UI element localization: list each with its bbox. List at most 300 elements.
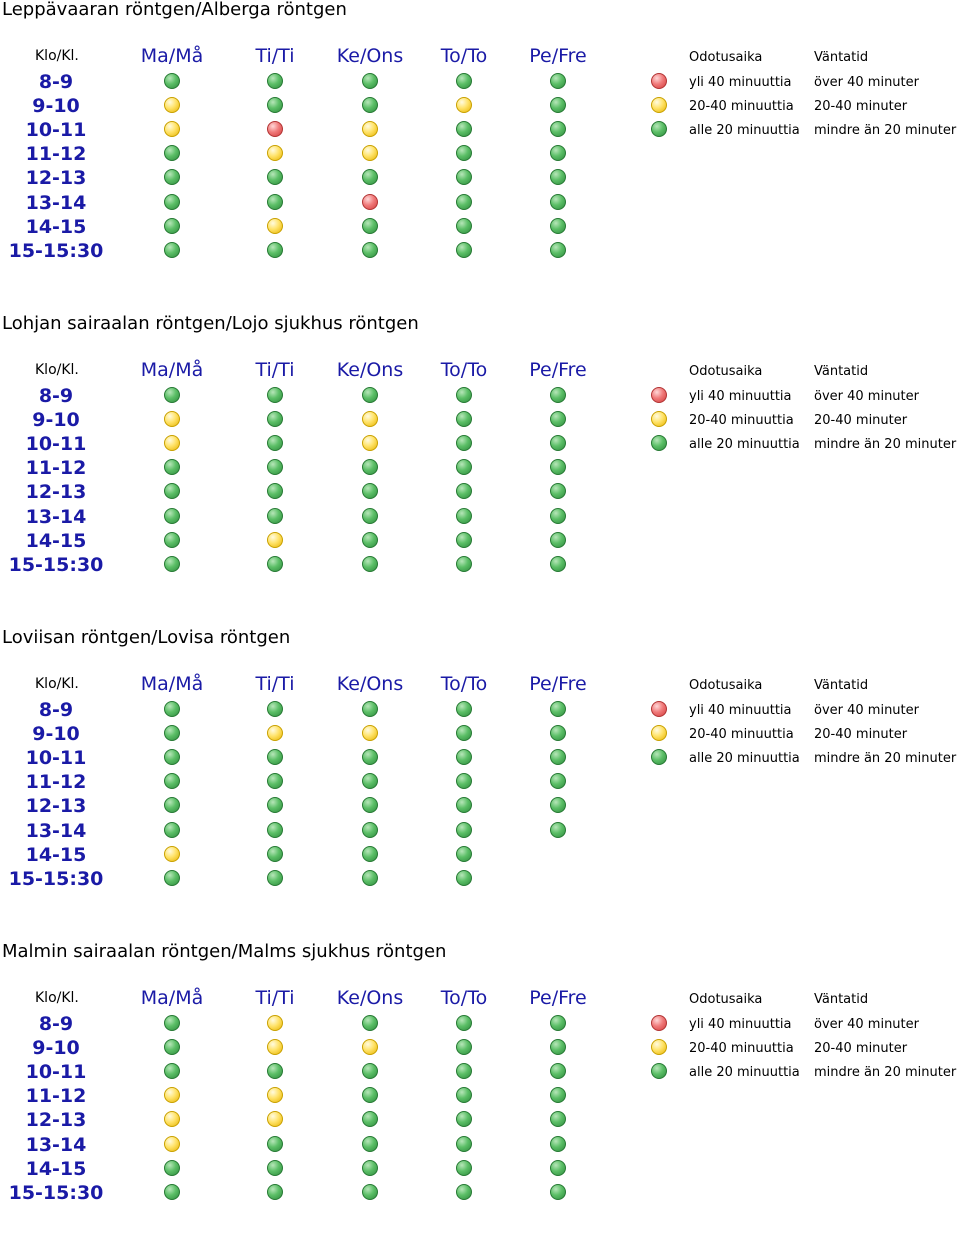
day-header: Ma/Må <box>140 673 204 695</box>
status-green-icon <box>362 1087 378 1103</box>
legend-row <box>648 433 960 457</box>
time-row <box>0 215 600 239</box>
status-green-icon <box>362 556 378 572</box>
legend-label-sv: 20-40 minuter <box>814 1041 908 1056</box>
time-row <box>0 553 600 577</box>
legend-label-fi: 20-40 minuuttia <box>689 727 794 742</box>
legend-label-fi: alle 20 minuuttia <box>689 437 800 452</box>
status-green-icon <box>550 242 566 258</box>
time-slot-label: 9-10 <box>32 723 80 746</box>
day-header: Pe/Fre <box>529 359 587 381</box>
day-header: Ti/Ti <box>255 673 295 695</box>
status-green-icon <box>164 797 180 813</box>
status-yellow-icon <box>267 1087 283 1103</box>
time-row <box>0 70 600 94</box>
status-green-icon <box>550 411 566 427</box>
status-yellow-icon <box>164 1087 180 1103</box>
time-row <box>0 94 600 118</box>
status-green-icon <box>164 725 180 741</box>
legend-heading-fi: Odotusaika <box>689 50 763 65</box>
day-header: To/To <box>440 359 488 381</box>
status-green-icon <box>550 483 566 499</box>
legend-label-fi: alle 20 minuuttia <box>689 123 800 138</box>
status-green-icon <box>164 169 180 185</box>
time-row <box>0 1060 600 1084</box>
status-green-icon <box>456 459 472 475</box>
status-green-icon <box>164 483 180 499</box>
status-yellow-icon <box>456 97 472 113</box>
time-row <box>0 1012 600 1036</box>
time-slot-label: 9-10 <box>32 409 80 432</box>
status-green-icon <box>456 242 472 258</box>
legend-label-sv: mindre än 20 minuter <box>814 751 957 766</box>
status-yellow-icon <box>362 121 378 137</box>
status-green-icon <box>456 508 472 524</box>
time-row <box>0 819 600 843</box>
status-green-icon <box>362 1184 378 1200</box>
clinic-section <box>0 942 960 1242</box>
status-green-icon <box>267 435 283 451</box>
time-slot-label: 14-15 <box>25 215 87 238</box>
legend-green-icon <box>651 435 667 451</box>
status-green-icon <box>550 725 566 741</box>
day-header: Ma/Må <box>140 45 204 67</box>
status-green-icon <box>362 1136 378 1152</box>
status-yellow-icon <box>267 725 283 741</box>
time-row <box>0 384 600 408</box>
time-column-header: Klo/Kl. <box>35 676 79 692</box>
status-green-icon <box>456 532 472 548</box>
time-row <box>0 794 600 818</box>
time-slot-label: 10-11 <box>25 747 87 770</box>
status-yellow-icon <box>267 1015 283 1031</box>
status-green-icon <box>550 797 566 813</box>
status-green-icon <box>550 97 566 113</box>
status-green-icon <box>362 870 378 886</box>
legend-label-fi: 20-40 minuuttia <box>689 99 794 114</box>
clinic-section <box>0 628 960 928</box>
day-header: Ke/Ons <box>336 45 404 67</box>
legend-yellow-icon <box>651 725 667 741</box>
status-green-icon <box>550 459 566 475</box>
legend-label-sv: mindre än 20 minuter <box>814 123 957 138</box>
status-green-icon <box>164 1160 180 1176</box>
status-green-icon <box>164 749 180 765</box>
status-green-icon <box>164 508 180 524</box>
status-green-icon <box>362 508 378 524</box>
time-slot-label: 9-10 <box>32 95 80 118</box>
status-green-icon <box>550 1015 566 1031</box>
legend-label-sv: över 40 minuter <box>814 703 919 718</box>
time-slot-label: 13-14 <box>25 505 87 528</box>
status-green-icon <box>267 556 283 572</box>
time-slot-label: 12-13 <box>25 167 87 190</box>
day-header: To/To <box>440 45 488 67</box>
status-green-icon <box>550 218 566 234</box>
status-green-icon <box>550 435 566 451</box>
status-green-icon <box>550 701 566 717</box>
status-yellow-icon <box>267 532 283 548</box>
status-yellow-icon <box>164 411 180 427</box>
time-slot-label: 14-15 <box>25 529 87 552</box>
legend-row <box>648 699 960 723</box>
time-slot-label: 13-14 <box>25 819 87 842</box>
status-green-icon <box>267 242 283 258</box>
section-title: Loviisan röntgen/Lovisa röntgen <box>2 627 291 648</box>
status-green-icon <box>550 387 566 403</box>
time-slot-label: 11-12 <box>25 143 87 166</box>
status-red-icon <box>362 194 378 210</box>
legend-row <box>648 385 960 409</box>
legend-green-icon <box>651 749 667 765</box>
time-row <box>0 1084 600 1108</box>
status-green-icon <box>362 532 378 548</box>
section-title: Leppävaaran röntgen/Alberga röntgen <box>2 0 347 20</box>
status-yellow-icon <box>267 145 283 161</box>
status-green-icon <box>456 1160 472 1176</box>
status-green-icon <box>164 387 180 403</box>
legend-row <box>648 1061 960 1085</box>
day-header: Ti/Ti <box>255 45 295 67</box>
day-header: Pe/Fre <box>529 673 587 695</box>
legend-heading-fi: Odotusaika <box>689 992 763 1007</box>
time-row <box>0 698 600 722</box>
time-column-header: Klo/Kl. <box>35 990 79 1006</box>
status-green-icon <box>456 1184 472 1200</box>
day-header: Ma/Må <box>140 987 204 1009</box>
status-green-icon <box>164 773 180 789</box>
status-green-icon <box>456 1087 472 1103</box>
time-row <box>0 480 600 504</box>
status-green-icon <box>164 1015 180 1031</box>
status-green-icon <box>164 1063 180 1079</box>
legend-label-fi: 20-40 minuuttia <box>689 413 794 428</box>
status-green-icon <box>456 411 472 427</box>
status-green-icon <box>456 846 472 862</box>
legend-yellow-icon <box>651 1039 667 1055</box>
section-title: Lohjan sairaalan röntgen/Lojo sjukhus röntgen <box>2 313 419 334</box>
status-green-icon <box>267 870 283 886</box>
status-green-icon <box>362 218 378 234</box>
time-column-header: Klo/Kl. <box>35 362 79 378</box>
time-row <box>0 867 600 891</box>
time-row <box>0 239 600 263</box>
status-green-icon <box>550 1136 566 1152</box>
time-row <box>0 722 600 746</box>
legend-row <box>648 723 960 747</box>
status-green-icon <box>164 242 180 258</box>
status-green-icon <box>267 1160 283 1176</box>
status-green-icon <box>267 773 283 789</box>
legend-heading-sv: Väntatid <box>814 992 869 1007</box>
legend-red-icon <box>651 701 667 717</box>
status-green-icon <box>164 556 180 572</box>
day-header: Pe/Fre <box>529 987 587 1009</box>
status-green-icon <box>550 169 566 185</box>
status-green-icon <box>550 532 566 548</box>
status-green-icon <box>267 1136 283 1152</box>
status-green-icon <box>164 459 180 475</box>
status-green-icon <box>456 169 472 185</box>
status-green-icon <box>362 822 378 838</box>
time-slot-label: 8-9 <box>38 1013 74 1035</box>
time-slot-label: 8-9 <box>38 699 74 721</box>
status-yellow-icon <box>164 435 180 451</box>
time-slot-label: 10-11 <box>25 1061 87 1084</box>
time-slot-label: 10-11 <box>25 433 87 456</box>
legend-label-sv: över 40 minuter <box>814 389 919 404</box>
status-yellow-icon <box>164 1111 180 1127</box>
day-header: To/To <box>440 673 488 695</box>
time-row <box>0 456 600 480</box>
legend-heading-sv: Väntatid <box>814 50 869 65</box>
legend-label-sv: över 40 minuter <box>814 1017 919 1032</box>
status-green-icon <box>362 1015 378 1031</box>
legend-row <box>648 1013 960 1037</box>
legend-row <box>648 409 960 433</box>
status-green-icon <box>267 97 283 113</box>
status-green-icon <box>456 870 472 886</box>
status-green-icon <box>267 797 283 813</box>
status-green-icon <box>267 1063 283 1079</box>
status-green-icon <box>362 773 378 789</box>
day-header: Ti/Ti <box>255 987 295 1009</box>
legend-label-sv: 20-40 minuter <box>814 413 908 428</box>
legend-label-fi: yli 40 minuuttia <box>689 75 792 90</box>
status-green-icon <box>267 411 283 427</box>
legend-row <box>648 1037 960 1061</box>
status-green-icon <box>267 701 283 717</box>
time-row <box>0 1133 600 1157</box>
status-green-icon <box>164 218 180 234</box>
status-green-icon <box>456 1063 472 1079</box>
status-green-icon <box>362 387 378 403</box>
time-row <box>0 166 600 190</box>
clinic-section <box>0 314 960 614</box>
status-green-icon <box>456 822 472 838</box>
time-slot-label: 13-14 <box>25 1133 87 1156</box>
status-green-icon <box>550 773 566 789</box>
time-slot-label: 9-10 <box>32 1037 80 1060</box>
status-green-icon <box>550 1160 566 1176</box>
status-yellow-icon <box>362 411 378 427</box>
legend-label-sv: mindre än 20 minuter <box>814 437 957 452</box>
status-green-icon <box>456 1136 472 1152</box>
status-yellow-icon <box>267 1039 283 1055</box>
time-row <box>0 408 600 432</box>
status-green-icon <box>362 846 378 862</box>
legend-row <box>648 71 960 95</box>
status-green-icon <box>550 194 566 210</box>
status-yellow-icon <box>362 435 378 451</box>
status-green-icon <box>456 725 472 741</box>
time-slot-label: 11-12 <box>25 1085 87 1108</box>
status-green-icon <box>550 1063 566 1079</box>
status-green-icon <box>362 459 378 475</box>
time-row <box>0 505 600 529</box>
legend-label-sv: 20-40 minuter <box>814 99 908 114</box>
status-green-icon <box>164 822 180 838</box>
status-green-icon <box>267 387 283 403</box>
time-row <box>0 191 600 215</box>
legend-heading-sv: Väntatid <box>814 364 869 379</box>
status-yellow-icon <box>267 218 283 234</box>
status-green-icon <box>267 169 283 185</box>
legend-label-fi: yli 40 minuuttia <box>689 389 792 404</box>
day-header: Ma/Må <box>140 359 204 381</box>
status-green-icon <box>550 749 566 765</box>
status-green-icon <box>164 1184 180 1200</box>
time-slot-label: 8-9 <box>38 71 74 93</box>
day-header: Ti/Ti <box>255 359 295 381</box>
status-green-icon <box>267 508 283 524</box>
status-yellow-icon <box>164 121 180 137</box>
status-green-icon <box>456 556 472 572</box>
status-green-icon <box>456 1039 472 1055</box>
status-green-icon <box>267 73 283 89</box>
status-green-icon <box>362 1063 378 1079</box>
day-header: To/To <box>440 987 488 1009</box>
legend-label-sv: över 40 minuter <box>814 75 919 90</box>
time-row <box>0 432 600 456</box>
status-green-icon <box>456 1015 472 1031</box>
status-green-icon <box>550 508 566 524</box>
time-slot-label: 12-13 <box>25 1109 87 1132</box>
legend-row <box>648 747 960 771</box>
time-slot-label: 15-15:30 <box>8 1181 104 1204</box>
legend-green-icon <box>651 1063 667 1079</box>
section-title: Malmin sairaalan röntgen/Malms sjukhus röntgen <box>2 941 447 962</box>
status-green-icon <box>456 483 472 499</box>
status-green-icon <box>456 145 472 161</box>
status-green-icon <box>456 701 472 717</box>
legend-label-fi: yli 40 minuuttia <box>689 1017 792 1032</box>
time-slot-label: 11-12 <box>25 771 87 794</box>
legend-green-icon <box>651 121 667 137</box>
status-green-icon <box>456 194 472 210</box>
status-green-icon <box>550 73 566 89</box>
status-green-icon <box>550 556 566 572</box>
status-green-icon <box>362 483 378 499</box>
time-row <box>0 142 600 166</box>
legend-yellow-icon <box>651 411 667 427</box>
status-green-icon <box>267 459 283 475</box>
status-green-icon <box>267 846 283 862</box>
status-green-icon <box>362 797 378 813</box>
time-row <box>0 1036 600 1060</box>
status-green-icon <box>362 1160 378 1176</box>
day-header: Ke/Ons <box>336 673 404 695</box>
time-slot-label: 12-13 <box>25 795 87 818</box>
status-yellow-icon <box>362 725 378 741</box>
day-header: Pe/Fre <box>529 45 587 67</box>
status-green-icon <box>362 97 378 113</box>
time-row <box>0 118 600 142</box>
legend-row <box>648 119 960 143</box>
status-green-icon <box>550 1184 566 1200</box>
status-green-icon <box>456 387 472 403</box>
status-green-icon <box>164 532 180 548</box>
status-green-icon <box>456 218 472 234</box>
legend-heading-fi: Odotusaika <box>689 678 763 693</box>
time-slot-label: 14-15 <box>25 843 87 866</box>
status-green-icon <box>267 194 283 210</box>
time-row <box>0 770 600 794</box>
status-yellow-icon <box>164 1136 180 1152</box>
time-row <box>0 1181 600 1205</box>
status-green-icon <box>267 749 283 765</box>
time-slot-label: 13-14 <box>25 191 87 214</box>
day-header: Ke/Ons <box>336 359 404 381</box>
status-green-icon <box>456 773 472 789</box>
status-yellow-icon <box>164 97 180 113</box>
status-green-icon <box>550 121 566 137</box>
status-green-icon <box>550 145 566 161</box>
status-green-icon <box>267 483 283 499</box>
status-green-icon <box>456 1111 472 1127</box>
day-header: Ke/Ons <box>336 987 404 1009</box>
status-green-icon <box>362 73 378 89</box>
status-green-icon <box>164 701 180 717</box>
status-green-icon <box>164 870 180 886</box>
time-slot-label: 11-12 <box>25 457 87 480</box>
time-row <box>0 746 600 770</box>
status-yellow-icon <box>267 1111 283 1127</box>
time-row <box>0 843 600 867</box>
legend-heading-fi: Odotusaika <box>689 364 763 379</box>
status-green-icon <box>456 73 472 89</box>
status-green-icon <box>267 1184 283 1200</box>
status-green-icon <box>550 1039 566 1055</box>
legend-label-sv: mindre än 20 minuter <box>814 1065 957 1080</box>
status-green-icon <box>362 169 378 185</box>
legend-red-icon <box>651 387 667 403</box>
legend-label-fi: alle 20 minuuttia <box>689 751 800 766</box>
status-green-icon <box>164 145 180 161</box>
status-green-icon <box>164 194 180 210</box>
status-green-icon <box>550 1111 566 1127</box>
legend-row <box>648 95 960 119</box>
time-row <box>0 529 600 553</box>
status-green-icon <box>362 1111 378 1127</box>
legend-red-icon <box>651 1015 667 1031</box>
status-green-icon <box>550 1087 566 1103</box>
time-slot-label: 12-13 <box>25 481 87 504</box>
legend-yellow-icon <box>651 97 667 113</box>
status-green-icon <box>362 701 378 717</box>
legend-heading-sv: Väntatid <box>814 678 869 693</box>
legend-label-fi: yli 40 minuuttia <box>689 703 792 718</box>
status-yellow-icon <box>362 1039 378 1055</box>
status-green-icon <box>456 797 472 813</box>
legend-red-icon <box>651 73 667 89</box>
time-slot-label: 15-15:30 <box>8 867 104 890</box>
status-green-icon <box>456 121 472 137</box>
time-slot-label: 15-15:30 <box>8 553 104 576</box>
time-slot-label: 10-11 <box>25 119 87 142</box>
time-slot-label: 8-9 <box>38 385 74 407</box>
status-green-icon <box>362 242 378 258</box>
status-green-icon <box>456 435 472 451</box>
status-green-icon <box>362 749 378 765</box>
status-green-icon <box>550 822 566 838</box>
legend-label-sv: 20-40 minuter <box>814 727 908 742</box>
time-slot-label: 14-15 <box>25 1157 87 1180</box>
status-green-icon <box>456 749 472 765</box>
status-green-icon <box>164 1039 180 1055</box>
status-yellow-icon <box>362 145 378 161</box>
legend-label-fi: 20-40 minuuttia <box>689 1041 794 1056</box>
